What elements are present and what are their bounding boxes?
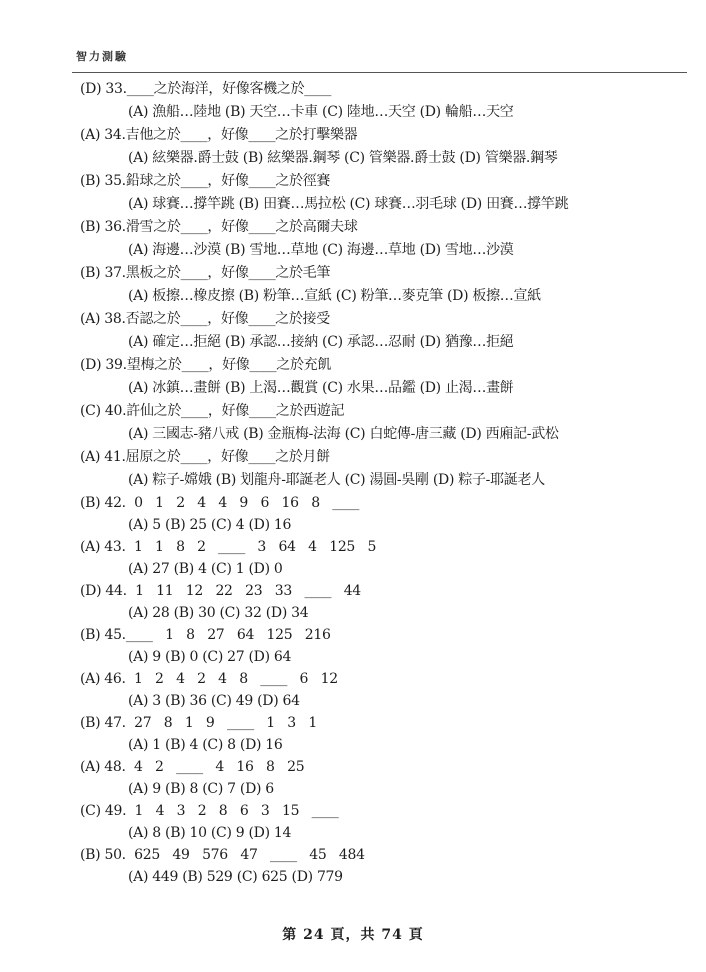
question-stem: (D) 33.____之於海洋，好像客機之於____ bbox=[80, 81, 332, 97]
question-stem: (B) 45.____ 1 8 27 64 125 216 bbox=[80, 627, 331, 643]
question-options: (A) 28 (B) 30 (C) 32 (D) 34 bbox=[128, 605, 309, 621]
question-stem: (A) 46. 1 2 4 2 4 8 ____ 6 12 bbox=[80, 671, 338, 687]
question-stem: (C) 40.許仙之於____，好像____之於西遊記 bbox=[80, 403, 345, 419]
question-options: (A) 粽子-嫦娥 (B) 划龍舟-耶誕老人 (C) 湯圓-吳剛 (D) 粽子-耶誕老人 bbox=[128, 472, 545, 488]
question-stem: (B) 37.黑板之於____，好像____之於毛筆 bbox=[80, 265, 331, 281]
question-options: (A) 27 (B) 4 (C) 1 (D) 0 bbox=[128, 561, 283, 577]
question-stem: (A) 38.否認之於____，好像____之於接受 bbox=[80, 311, 330, 327]
question-options: (A) 球賽…撐竿跳 (B) 田賽…馬拉松 (C) 球賽…羽毛球 (D) 田賽…撐竿跳 bbox=[128, 196, 569, 212]
question-options: (A) 1 (B) 4 (C) 8 (D) 16 bbox=[128, 737, 283, 753]
question-stem: (A) 41.屈原之於____，好像____之於月餅 bbox=[80, 449, 330, 465]
question-options: (A) 確定…拒絕 (B) 承認…接納 (C) 承認…忍耐 (D) 猶豫…拒絕 bbox=[128, 334, 514, 350]
page-number: 第 24 頁，共 74 頁 bbox=[282, 927, 424, 943]
question-options: (A) 冰鎮…畫餅 (B) 上渴…觀賞 (C) 水果…品鑑 (D) 止渴…畫餅 bbox=[128, 380, 514, 396]
header-divider bbox=[72, 72, 687, 73]
question-stem: (B) 36.滑雪之於____，好像____之於高爾夫球 bbox=[80, 219, 358, 235]
question-options: (A) 海邊…沙漠 (B) 雪地…草地 (C) 海邊…草地 (D) 雪地…沙漠 bbox=[128, 242, 514, 258]
question-stem: (B) 47. 27 8 1 9 ____ 1 3 1 bbox=[80, 715, 317, 731]
question-options: (A) 8 (B) 10 (C) 9 (D) 14 bbox=[128, 825, 292, 841]
question-options: (A) 漁船…陸地 (B) 天空…卡車 (C) 陸地…天空 (D) 輪船…天空 bbox=[128, 104, 514, 120]
question-options: (A) 絃樂器.爵士鼓 (B) 絃樂器.鋼琴 (C) 管樂器.爵士鼓 (D) 管樂器.鋼琴 bbox=[128, 150, 558, 166]
question-options: (A) 3 (B) 36 (C) 49 (D) 64 bbox=[128, 693, 300, 709]
question-options: (A) 9 (B) 8 (C) 7 (D) 6 bbox=[128, 781, 274, 797]
question-options: (A) 9 (B) 0 (C) 27 (D) 64 bbox=[128, 649, 292, 665]
question-options: (A) 449 (B) 529 (C) 625 (D) 779 bbox=[128, 869, 343, 885]
document-header: 智力測驗 bbox=[76, 50, 128, 63]
question-list bbox=[80, 78, 690, 888]
question-stem: (A) 48. 4 2 ____ 4 16 8 25 bbox=[80, 759, 305, 775]
question-options: (A) 5 (B) 25 (C) 4 (D) 16 bbox=[128, 517, 292, 533]
question-stem: (B) 42. 0 1 2 4 4 9 6 16 8 ____ bbox=[80, 495, 360, 511]
question-stem: (B) 35.鉛球之於____，好像____之於徑賽 bbox=[80, 173, 331, 189]
question-stem: (D) 44. 1 11 12 22 23 33 ____ 44 bbox=[80, 583, 361, 599]
question-stem: (A) 43. 1 1 8 2 ____ 3 64 4 125 5 bbox=[80, 539, 377, 555]
question-stem: (B) 50. 625 49 576 47 ____ 45 484 bbox=[80, 847, 365, 863]
question-stem: (D) 39.望梅之於____，好像____之於充飢 bbox=[80, 357, 332, 373]
question-options: (A) 板擦…橡皮擦 (B) 粉筆…宣紙 (C) 粉筆…麥克筆 (D) 板擦…宣紙 bbox=[128, 288, 541, 304]
question-stem: (C) 49. 1 4 3 2 8 6 3 15 ____ bbox=[80, 803, 339, 819]
question-stem: (A) 34.吉他之於____，好像____之於打擊樂器 bbox=[80, 127, 358, 143]
question-options: (A) 三國志-豬八戒 (B) 金瓶梅-法海 (C) 白蛇傳-唐三藏 (D) 西廂記-武松 bbox=[128, 426, 559, 442]
